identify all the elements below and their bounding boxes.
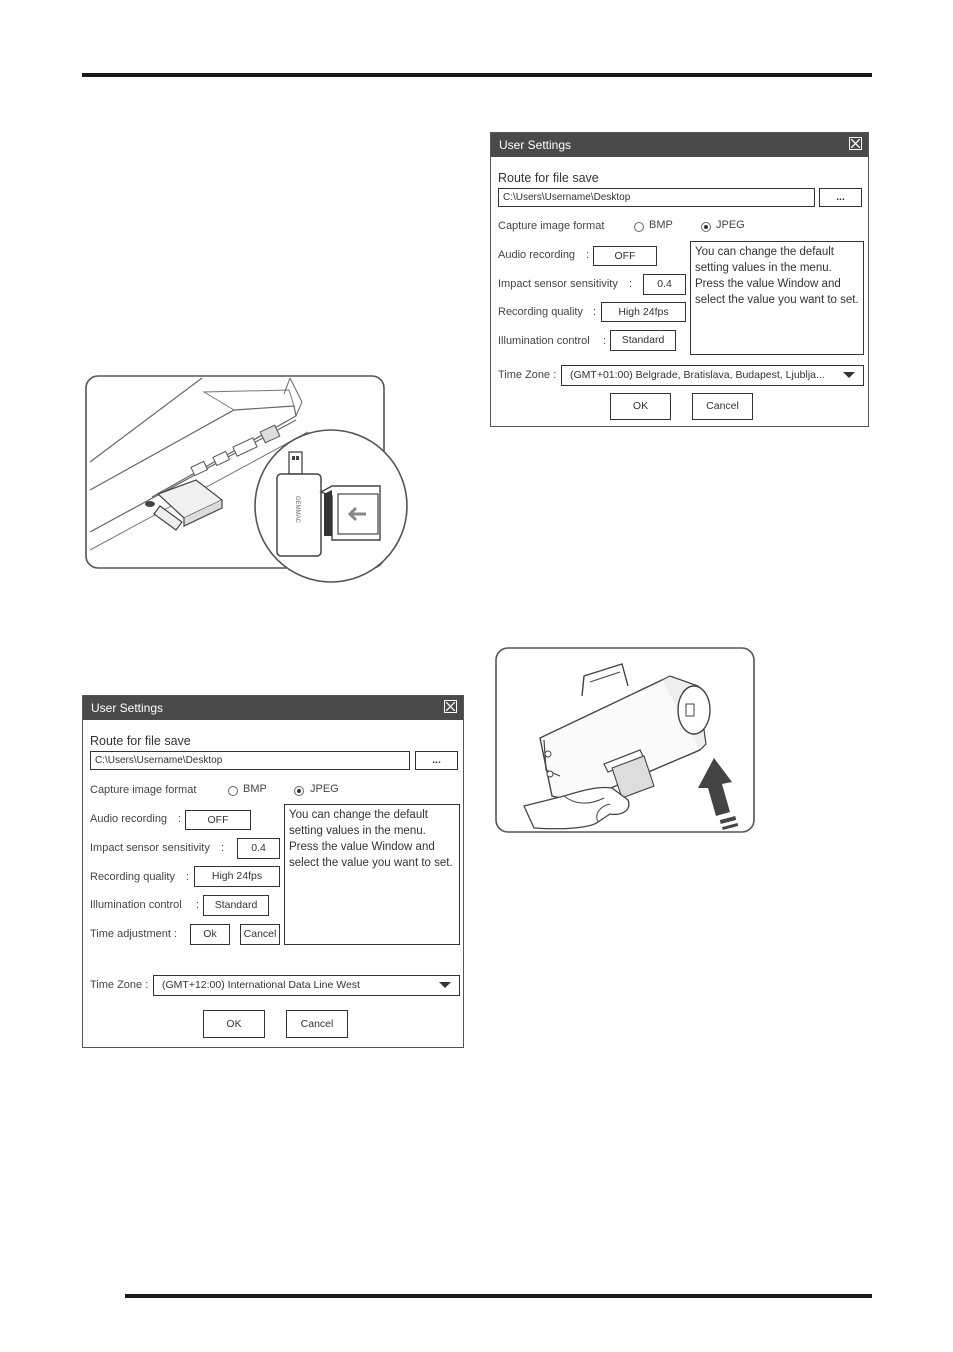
time-zone-label: Time Zone : [498, 369, 557, 381]
colon: : [603, 335, 607, 347]
jpeg-radio[interactable] [294, 786, 304, 796]
colon: : [629, 278, 633, 290]
time-adjustment-ok-button[interactable]: Ok [190, 924, 230, 945]
chevron-down-icon [843, 372, 855, 378]
cancel-button[interactable]: Cancel [286, 1010, 348, 1038]
card-reader-brand-text: GEMMAC [294, 496, 300, 523]
capture-format-label: Capture image format [498, 220, 605, 232]
time-zone-select[interactable] [153, 975, 460, 996]
illumination-control-value[interactable]: Standard [610, 330, 676, 351]
bottom-rule [125, 1294, 872, 1298]
audio-recording-label: Audio recording [90, 813, 168, 825]
dialog-title-bar [491, 133, 868, 157]
colon: : [593, 306, 597, 318]
impact-sensor-label: Impact sensor sensitivity [90, 842, 210, 854]
dialog-title-bar [83, 696, 463, 720]
top-rule [82, 73, 872, 77]
colon: : [186, 871, 190, 883]
close-icon[interactable] [849, 137, 862, 150]
jpeg-label: JPEG [716, 219, 745, 231]
dialog-title: User Settings [499, 138, 572, 152]
audio-recording-value[interactable]: OFF [593, 246, 657, 266]
time-zone-select[interactable] [561, 365, 864, 386]
save-path-field[interactable]: C:\Users\Username\Desktop [90, 751, 410, 770]
recording-quality-label: Recording quality [498, 306, 583, 318]
impact-sensor-value[interactable]: 0.4 [237, 838, 280, 859]
time-zone-value: (GMT+01:00) Belgrade, Bratislava, Budapest, Ljublja... [570, 369, 825, 381]
browse-button[interactable]: ... [415, 751, 458, 770]
laptop-card-reader-illustration [84, 372, 414, 588]
time-zone-value: (GMT+12:00) International Data Line West [162, 979, 360, 991]
time-zone-label: Time Zone : [90, 979, 149, 991]
browse-button[interactable]: ... [819, 188, 862, 207]
time-adjustment-label: Time adjustment : [90, 928, 178, 940]
colon: : [221, 842, 225, 854]
colon: : [196, 899, 200, 911]
user-settings-dialog-1 [490, 132, 869, 427]
time-adjustment-cancel-button[interactable]: Cancel [240, 924, 280, 945]
recording-quality-value[interactable]: High 24fps [601, 302, 686, 322]
colon: : [178, 813, 182, 825]
colon: : [586, 249, 590, 261]
illumination-control-label: Illumination control [498, 335, 590, 347]
chevron-down-icon [439, 982, 451, 988]
cancel-button[interactable]: Cancel [692, 393, 753, 420]
route-label: Route for file save [90, 734, 191, 748]
capture-format-label: Capture image format [90, 784, 197, 796]
info-text-box: You can change the default setting values in the menu. Press the value Window and select the value you want to set. [690, 241, 864, 355]
audio-recording-value[interactable]: OFF [185, 810, 251, 830]
ok-button[interactable]: OK [203, 1010, 265, 1038]
save-path-field[interactable]: C:\Users\Username\Desktop [498, 188, 815, 207]
user-settings-dialog-2 [82, 695, 464, 1048]
impact-sensor-value[interactable]: 0.4 [643, 274, 686, 295]
recording-quality-label: Recording quality [90, 871, 175, 883]
bmp-label: BMP [649, 219, 673, 231]
jpeg-label: JPEG [310, 783, 339, 795]
info-text-box: You can change the default setting values in the menu. Press the value Window and select the value you want to set. [284, 804, 460, 945]
dialog-title: User Settings [91, 701, 164, 715]
bmp-radio[interactable] [634, 222, 644, 232]
illumination-control-label: Illumination control [90, 899, 182, 911]
route-label: Route for file save [498, 171, 599, 185]
bmp-radio[interactable] [228, 786, 238, 796]
close-icon[interactable] [444, 700, 457, 713]
illumination-control-value[interactable]: Standard [203, 895, 269, 916]
recording-quality-value[interactable]: High 24fps [194, 866, 280, 887]
impact-sensor-label: Impact sensor sensitivity [498, 278, 618, 290]
bmp-label: BMP [243, 783, 267, 795]
camera-card-insert-illustration [494, 646, 756, 834]
audio-recording-label: Audio recording [498, 249, 576, 261]
jpeg-radio[interactable] [701, 222, 711, 232]
ok-button[interactable]: OK [610, 393, 671, 420]
